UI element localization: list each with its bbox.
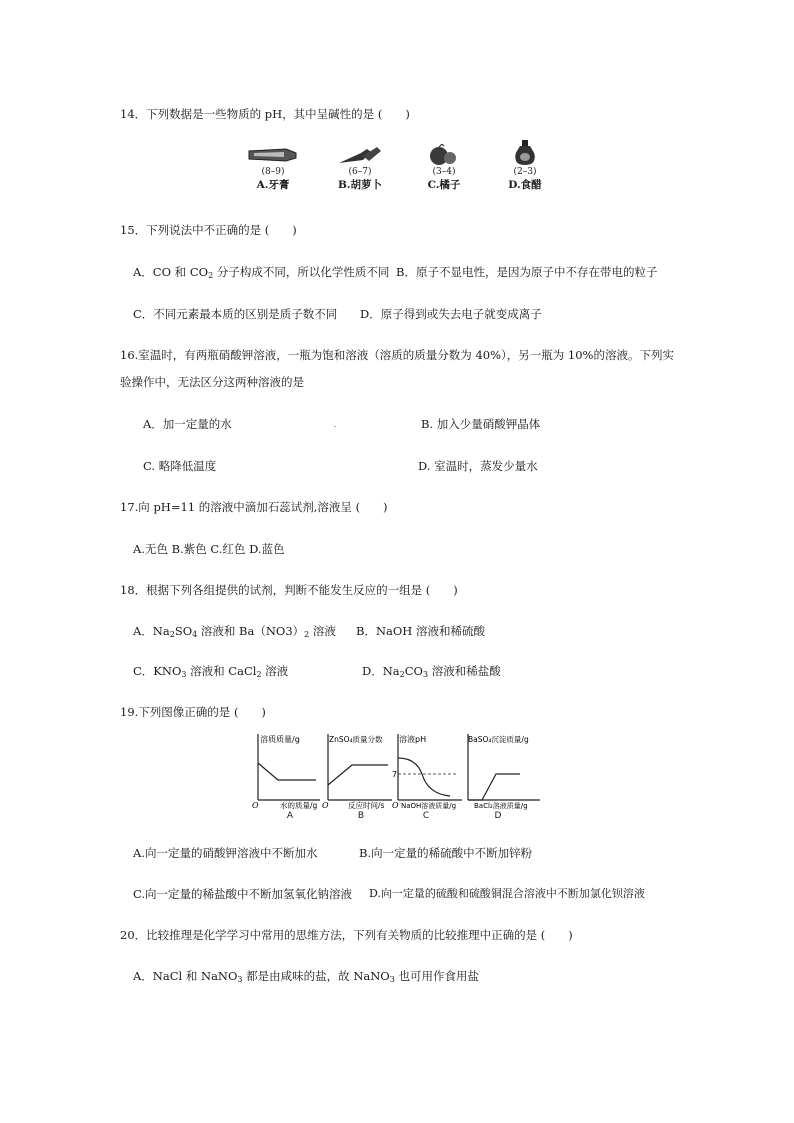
ph-range: (3–4) [432, 167, 456, 177]
ph-range: (2–3) [513, 167, 537, 177]
orange-icon [417, 144, 471, 166]
vinegar-bottle-icon [498, 139, 552, 166]
q16-option-a[interactable]: A．加一定量的水 [143, 417, 232, 431]
x-axis-label: 水的质量/g [280, 801, 318, 810]
q20-option-a[interactable] [133, 968, 479, 988]
graph-d [462, 730, 542, 810]
q15-stem: 15．下列说法中不正确的是 ( ) [120, 223, 297, 237]
q19-option-b[interactable]: B.向一定量的稀硫酸中不断加锌粉 [359, 846, 533, 860]
graph-a [252, 730, 322, 810]
q18-option-a[interactable] [133, 623, 336, 643]
graph-a-plot [252, 730, 322, 810]
q18-option-d[interactable] [362, 663, 501, 683]
subscript: 2 [304, 630, 310, 639]
subscript: 2 [256, 670, 262, 679]
subscript: 3 [237, 975, 243, 984]
q14-item-b[interactable] [333, 144, 387, 192]
option-label: C.橘子 [427, 179, 461, 191]
origin-label: O [392, 801, 399, 810]
option-text: 也可用作食用盐 [394, 969, 479, 983]
option-text: 溶液和 CaCl [186, 664, 257, 678]
y-axis-label: 溶质质量/g [260, 735, 300, 744]
subscript: 3 [422, 670, 429, 679]
q18-option-b[interactable]: B．NaOH 溶液和稀硫酸 [356, 624, 485, 638]
q16-option-c[interactable]: C. 略降低温度 [143, 459, 217, 473]
graph-c-caption: C [422, 811, 430, 821]
q20-stem: 20．比较推理是化学学习中常用的思维方法，下列有关物质的比较推理中正确的是 ( ) [120, 928, 573, 942]
graph-b-plot [322, 730, 394, 810]
q16-option-b[interactable]: B. 加入少量硝酸钾晶体 [421, 417, 541, 431]
ph-7-mark: 7 [392, 770, 398, 779]
option-text: 溶液 [309, 624, 336, 638]
option-text: 分子构成不同，所以化学性质不同 [213, 265, 390, 279]
y-axis-label: ZnSO₄质量分数 [329, 735, 383, 744]
option-text: 溶液 [261, 664, 289, 678]
x-axis-label: BaCl₂溶液质量/g [474, 802, 528, 810]
option-text: C．KNO [133, 664, 182, 678]
q16-stem-line2: 验操作中，无法区分这两种溶液的是 [120, 375, 304, 389]
subscript: 2 [169, 630, 175, 639]
q15-option-b[interactable]: B．原子不显电性，是因为原子中不存在带电的粒子 [396, 265, 658, 279]
q19-option-c[interactable]: C.向一定量的稀盐酸中不断加氢氧化钠溶液 [133, 887, 353, 901]
option-text: A．Na [133, 624, 170, 638]
carrot-icon [333, 144, 387, 166]
stray-mark [334, 426, 336, 427]
origin-label: O [252, 801, 259, 810]
subscript: 2 [399, 670, 405, 679]
toothpaste-icon [246, 144, 300, 166]
graph-c-plot [392, 730, 464, 810]
q16-stem-line1: 16.室温时，有两瓶硝酸钾溶液，一瓶为饱和溶液（溶质的质量分数为 40%），另一瓶为 10%的溶液。下列实 [120, 348, 674, 362]
graph-b [322, 730, 394, 810]
q17-stem: 17.向 pH=11 的溶液中滴加石蕊试剂,溶液呈 ( ) [120, 500, 388, 514]
option-label: D.食醋 [508, 179, 542, 191]
q15-option-a[interactable] [133, 264, 389, 284]
option-text: 都是由咸味的盐，故 NaNO [242, 969, 390, 983]
option-label: A.牙膏 [256, 179, 290, 191]
graph-b-caption: B [357, 811, 365, 821]
option-text: CO [404, 664, 423, 678]
option-text: SO [174, 624, 193, 638]
origin-label: O [322, 801, 329, 810]
q19-option-a[interactable]: A.向一定量的硝酸钾溶液中不断加水 [133, 846, 318, 860]
q18-stem: 18．根据下列各组提供的试剂，判断不能发生反应的一组是 ( ) [120, 583, 458, 597]
subscript: 2 [208, 271, 214, 280]
graph-d-caption: D [494, 811, 502, 821]
q14-stem: 14．下列数据是一些物质的 pH，其中呈碱性的是 ( ) [120, 107, 410, 121]
y-axis-label: 溶液pH [399, 735, 427, 744]
option-text: A．CO 和 CO [133, 265, 209, 279]
graph-a-caption: A [286, 811, 294, 821]
x-axis-label: 反应时间/s [348, 801, 385, 810]
ph-range: (8–9) [261, 167, 285, 177]
x-axis-label: NaOH溶液质量/g [401, 802, 457, 810]
y-axis-label: BaSO₄沉淀质量/g [468, 735, 529, 744]
q17-options[interactable]: A.无色 B.紫色 C.红色 D.蓝色 [133, 542, 285, 556]
graph-c [392, 730, 464, 810]
q19-stem: 19.下列图像正确的是 ( ) [120, 705, 266, 719]
subscript: 4 [192, 630, 198, 639]
ph-range: (6–7) [348, 167, 372, 177]
option-text: 溶液和稀盐酸 [428, 664, 501, 678]
option-label: B.胡萝卜 [337, 179, 383, 191]
graph-d-plot [462, 730, 542, 810]
q15-option-c[interactable]: C．不同元素最本质的区别是质子数不同 [133, 307, 338, 321]
option-text: 溶液和 Ba（NO3） [197, 624, 305, 638]
q19-option-d[interactable]: D.向一定量的硫酸和硫酸铜混合溶液中不断加氯化钡溶液 [369, 887, 645, 900]
option-text: D．Na [362, 664, 400, 678]
q14-item-d[interactable] [498, 139, 552, 192]
q18-option-c[interactable] [133, 663, 288, 683]
option-text: A．NaCl 和 NaNO [133, 969, 238, 983]
q14-item-a[interactable] [246, 144, 300, 192]
subscript: 3 [181, 670, 187, 679]
q15-option-d[interactable]: D．原子得到或失去电子就变成离子 [360, 307, 542, 321]
q14-item-c[interactable] [417, 144, 471, 192]
q16-option-d[interactable]: D. 室温时，蒸发少量水 [418, 459, 538, 473]
subscript: 3 [389, 975, 395, 984]
